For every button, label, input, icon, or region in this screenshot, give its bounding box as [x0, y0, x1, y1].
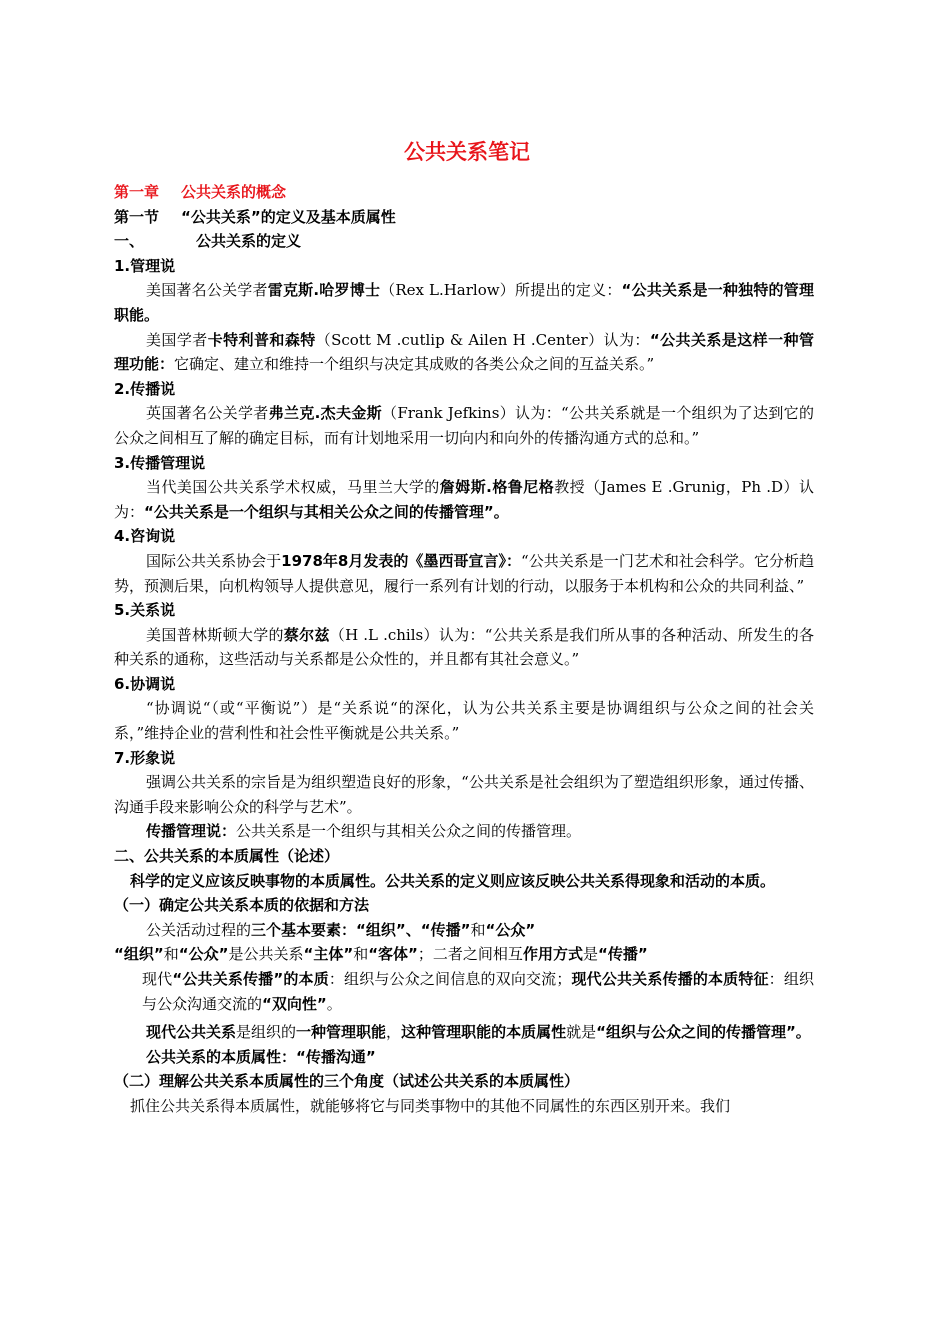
theory-heading-consulting: 4.咨询说	[114, 527, 176, 546]
document-body	[114, 136, 814, 1119]
part-number: 一、	[114, 232, 145, 251]
text: 公共关系是一个组织与其相关公众之间的传播管理。	[236, 822, 582, 841]
theory-heading-management: 1.管理说	[114, 256, 176, 275]
text: 和	[470, 920, 486, 939]
chapter-heading	[114, 180, 814, 205]
paragraph	[114, 819, 814, 844]
text: 。	[326, 994, 342, 1013]
scholar-name: 雷克斯.哈罗博士	[267, 281, 381, 300]
part-heading-2: 二、公共关系的本质属性（论述）	[114, 847, 340, 866]
definition-quote: “公共关系是一个组织与其相关公众之间的传播管理”。	[144, 502, 509, 521]
text: 它确定、建立和维持一个组织与决定其成败的各类公众之间的互益关系。”	[174, 355, 655, 374]
paragraph	[114, 328, 814, 377]
text: 国际公共关系协会于	[146, 551, 282, 570]
chapter-number: 第一章	[114, 183, 160, 201]
term: “双向性”	[262, 994, 327, 1013]
text: ：组织与公众之间信息的双向交流；	[328, 970, 572, 988]
scholar-name: 弗兰克.杰夫金斯	[268, 404, 382, 423]
text: 是	[582, 945, 598, 964]
paragraph	[114, 1020, 814, 1045]
scholar-name: 詹姆斯.格鲁尼格	[439, 478, 555, 497]
text: 教授（James E .Grunig，Ph .D）认为：	[114, 478, 815, 521]
text: 现代	[142, 970, 173, 988]
paragraph	[114, 475, 814, 524]
term: “公众”	[485, 920, 536, 939]
term: 现代公共关系	[146, 1023, 237, 1042]
paragraph	[114, 278, 814, 327]
theory-heading-relation: 5.关系说	[114, 601, 176, 620]
paragraph-bold: 公共关系的本质属性：“传播沟通”	[146, 1047, 376, 1066]
theory-heading-image: 7.形象说	[114, 748, 176, 767]
subsection-heading-2: （二）理解公共关系本质属性的三个角度（试述公共关系的本质属性）	[114, 1072, 580, 1091]
text: 英国著名公关学者	[146, 404, 269, 423]
text: （Rex L.Harlow）所提出的定义：	[380, 281, 622, 300]
theory-heading-coordination: 6.协调说	[114, 674, 176, 693]
chapter-name: 公共关系的概念	[181, 183, 287, 201]
section-name: “公共关系”的定义及基本质属性	[181, 207, 396, 226]
text: （Scott M .cutlip & Ailen H .Center）认为：	[315, 330, 650, 349]
term: 传播管理说：	[146, 822, 237, 841]
paragraph	[114, 770, 814, 819]
text: ，	[386, 1023, 402, 1042]
paragraph	[114, 942, 814, 967]
paragraph	[114, 918, 814, 943]
text: 是公共关系	[228, 945, 304, 964]
term: 现代公共关系传播的本质特征	[571, 970, 769, 988]
text: 强调公共关系的宗旨是为组织塑造良好的形象，“公共关系是社会组织为了塑造组织形象，通过传播、沟通手段来影响公众的科学与艺术”。	[114, 773, 814, 816]
text: 美国普林斯顿大学的	[146, 625, 284, 644]
text: 当代美国公共关系学术权威，马里兰大学的	[146, 478, 440, 497]
paragraph	[114, 623, 814, 672]
part-heading-1	[114, 229, 814, 254]
text: （Frank Jefkins）认为：“公共关系就是一个组织为了达到它的公众之间相互了解的确定目标，而有计划地采用一切向内和向外的传播沟通方式的总和。”	[114, 404, 814, 447]
text: 美国学者	[146, 330, 208, 349]
definition-quote: “公共关系是一种独特的管理职能。	[114, 281, 814, 324]
paragraph	[114, 967, 814, 1016]
text: ：组织与公众沟通交流的	[142, 970, 814, 1013]
scholar-name: 卡特利普和森特	[207, 330, 316, 349]
term: “组织与公众之间的传播管理”。	[596, 1023, 811, 1042]
term: “公共关系传播”的本质	[172, 970, 329, 988]
subsection-heading-1: （一）确定公共关系本质的依据和方法	[114, 896, 370, 915]
declaration-name: 1978年8月发表的《墨西哥宣言》：	[281, 551, 522, 570]
paragraph	[114, 696, 814, 745]
theory-heading-communication: 2.传播说	[114, 379, 176, 398]
definition-quote: “公共关系是这样一种管理功能：	[114, 330, 814, 374]
paragraph	[114, 401, 814, 450]
section-heading	[114, 205, 814, 230]
part-name: 公共关系的定义	[196, 232, 302, 251]
term: 这种管理职能的本质属性	[401, 1023, 567, 1042]
term: “公众”	[178, 945, 229, 964]
theory-heading-communication-management: 3.传播管理说	[114, 453, 206, 472]
paragraph: 抓住公共关系得本质属性，就能够将它与同类事物中的其他不同属性的东西区别开来。我们	[130, 1096, 731, 1115]
term: “客体”	[368, 945, 418, 964]
term: “传播”	[597, 945, 648, 964]
scholar-name: 蔡尔兹	[283, 625, 330, 644]
text: 就是	[566, 1023, 597, 1042]
term: 作用方式	[522, 945, 583, 964]
page-title: 公共关系笔记	[404, 140, 530, 164]
term: 三个基本要素：“组织”、“传播”	[251, 920, 471, 939]
text: 美国著名公关学者	[146, 281, 268, 300]
text: 和	[353, 945, 369, 964]
text: 和	[163, 945, 179, 964]
text: ；二者之间相互	[417, 945, 523, 964]
term: “组织”	[114, 945, 164, 964]
text: “公共关系是一门艺术和社会科学。它分析趋势，预测后果，向机构领导人提供意见，履行一系列有计划的行动，以服务于本机构和公众的共同利益、”	[114, 551, 814, 595]
term: 一种管理职能	[296, 1023, 387, 1042]
paragraph	[114, 549, 814, 598]
text: 公关活动过程的	[146, 920, 252, 939]
text: （H .L .chils）认为：“公共关系是我们所从事的各种活动、所发生的各种关系的通称，这些活动与关系都是公众性的，并且都有其社会意义。”	[114, 625, 814, 669]
term: “主体”	[303, 945, 354, 964]
text: 是组织的	[236, 1023, 297, 1042]
text: “协调说“（或“平衡说”）是“关系说“的深化，认为公共关系主要是协调组织与公众之间的社会关系，”维持企业的营利性和社会性平衡就是公共关系。”	[114, 699, 814, 743]
paragraph-bold: 科学的定义应该反映事物的本质属性。公共关系的定义则应该反映公共关系得现象和活动的本质。	[130, 871, 776, 890]
section-number: 第一节	[114, 207, 160, 226]
